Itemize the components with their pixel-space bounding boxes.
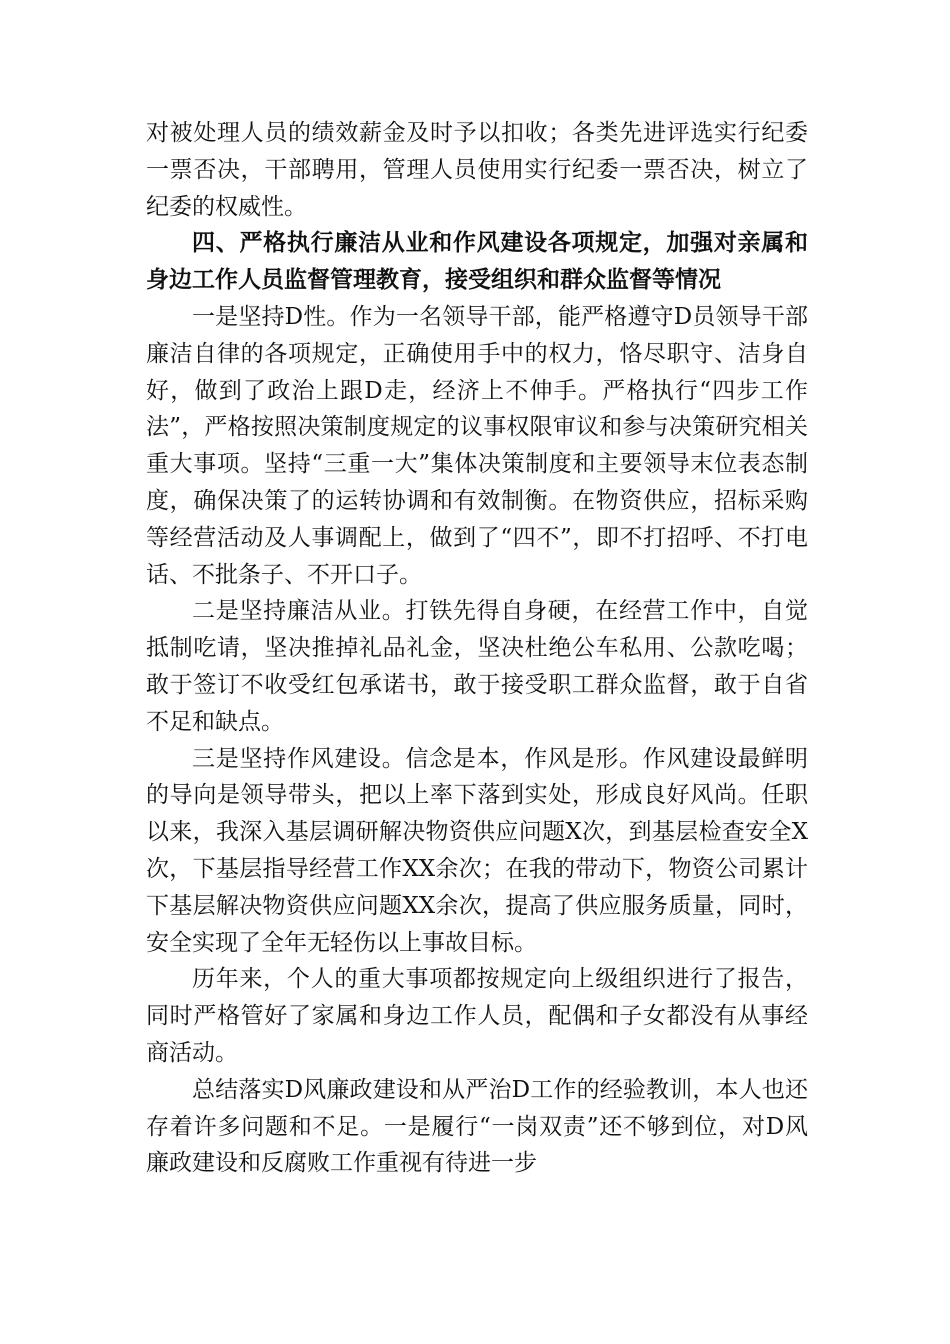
continuation-paragraph: 对被处理人员的绩效薪金及时予以扣收；各类先进评选实行纪委一票否决，干部聘用，管理人员使用实行纪委一票否决，树立了纪委的权威性。 bbox=[146, 120, 808, 220]
body-paragraph: 二是坚持廉洁从业。打铁先得自身硬，在经营工作中，自觉抵制吃请，坚决推掉礼品礼金，坚决杜绝公车私用、公款吃喝；敢于签订不收受红包承诺书，敢于接受职工群众监督，敢于自省不足和缺点。 bbox=[146, 598, 808, 735]
body-paragraph: 总结落实D风廉政建设和从严治D工作的经验教训，本人也还存着许多问题和不足。一是履行“一岗双责”还不够到位，对D风廉政建设和反腐败工作重视有待进一步 bbox=[146, 1076, 808, 1177]
body-paragraph: 历年来，个人的重大事项都按规定向上级组织进行了报告，同时严格管好了家属和身边工作人员，配偶和子女都没有从事经商活动。 bbox=[146, 966, 808, 1066]
document-page bbox=[146, 115, 808, 1182]
body-paragraph: 一是坚持D性。作为一名领导干部，能严格遵守D员领导干部廉洁自律的各项规定，正确使用手中的权力，恪尽职守、洁身自好，做到了政治上跟D走，经济上不伸手。严格执行“四步工作法”，严格按照决策制度规定的议事权限审议和参与决策研究相关重大事项。坚持“三重一大”集体决策制度和主要领导末位表态制度，确保决策了的运转协调和有效制衡。在物资供应，招标采购等经营活动及人事调配上，做到了“四不”，即不打招呼、不打电话、不批条子、不开口子。 bbox=[146, 303, 808, 588]
body-paragraph: 三是坚持作风建设。信念是本，作风是形。作风建设最鲜明的导向是领导带头，把以上率下落到实处，形成良好风尚。任职以来，我深入基层调研解决物资供应问题X次，到基层检查安全X次，下基层指导经营工作XX余次；在我的带动下，物资公司累计下基层解决物资供应问题XX余次，提高了供应服务质量，同时，安全实现了全年无轻伤以上事故目标。 bbox=[146, 745, 808, 956]
section-heading: 四、严格执行廉洁从业和作风建设各项规定，加强对亲属和身边工作人员监督管理教育，接受组织和群众监督等情况 bbox=[146, 230, 808, 294]
